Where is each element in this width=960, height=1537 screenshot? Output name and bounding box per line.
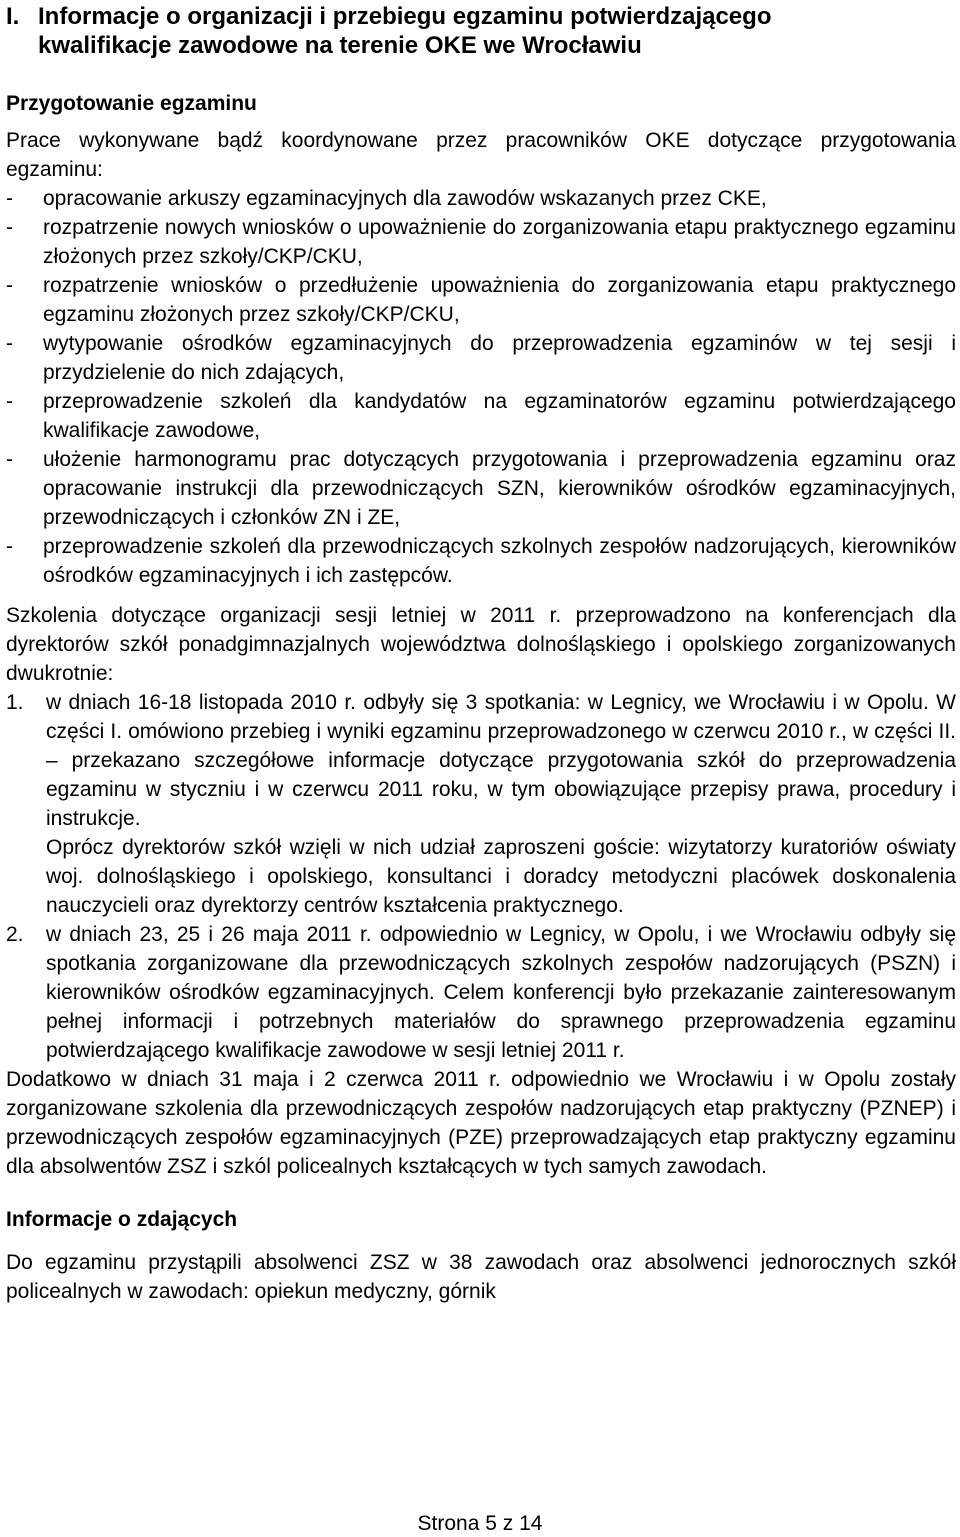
- list-item-paragraph: w dniach 16-18 listopada 2010 r. odbyły się 3 spotkania: w Legnicy, we Wrocławiu i w Opolu. W części I. omówiono przebieg i wyniki egzaminu przeprowadzonego w czerwcu 2010 r., w części II. – przekazano szczegółowe informacje dotyczące przygotowania szkół do przeprowadzenia egzaminu w styczniu i w czerwcu 2011 roku, w tym obowiązujące przepisy prawa, procedury i instrukcje.: [46, 691, 956, 830]
- list-dash: -: [6, 187, 13, 210]
- list-dash: -: [6, 448, 13, 471]
- page-footer: [0, 1511, 960, 1537]
- list-item-text: opracowanie arkuszy egzaminacyjnych dla zawodów wskazanych przez CKE,: [43, 187, 767, 210]
- list-number: 2.: [6, 923, 24, 946]
- list-item-paragraph: w dniach 23, 25 i 26 maja 2011 r. odpowiednio w Legnicy, w Opolu, i we Wrocławiu odbyły się spotkania zorganizowane dla przewodniczących szkolnych zespołów nadzorujących (PSZN) i kierowników ośrodków egzaminacyjnych. Celem konferencji było przekazanie zainteresowanym pełnej informacji i potrzebnych materiałów do sprawnego przeprowadzenia egzaminu potwierdzającego kwalifikacje zawodowe w sesji letniej 2011 r.: [46, 923, 956, 1062]
- chapter-title-line1: Informacje o organizacji i przebiegu egzaminu potwierdzającego: [38, 3, 772, 30]
- list-item-text: przeprowadzenie szkoleń dla kandydatów na egzaminatorów egzaminu potwierdzającego kwalifikacje zawodowe,: [43, 390, 956, 442]
- preparation-task-list: [6, 184, 956, 590]
- section-heading-candidates: Informacje o zdających: [6, 1208, 238, 1231]
- list-item: [6, 532, 956, 590]
- list-dash: -: [6, 390, 13, 413]
- list-dash: -: [6, 332, 13, 355]
- preparation-intro: Prace wykonywane bądź koordynowane przez pracowników OKE dotyczące przygotowania egzaminu:: [6, 129, 956, 181]
- chapter-title-line2: kwalifikacje zawodowe na terenie OKE we Wrocławiu: [38, 32, 642, 59]
- training-additional: Dodatkowo w dniach 31 maja i 2 czerwca 2011 r. odpowiednio we Wrocławiu i w Opolu zostały zorganizowane szkolenia dla przewodniczących zespołów nadzorujących etap praktyczny (PZNEP) i przewodniczących zespołów egzaminacyjnych (PZE) przeprowadzających etap praktyczny egzaminu dla absolwentów ZSZ i szkól policealnych kształcących w tych samych zawodach.: [6, 1068, 956, 1178]
- list-item: [6, 271, 956, 329]
- list-item: [6, 920, 956, 1065]
- list-item-text: ułożenie harmonogramu prac dotyczących przygotowania i przeprowadzenia egzaminu oraz opracowanie instrukcji dla przewodniczących SZN, kierowników ośrodków egzaminacyjnych, przewodniczących i członków ZN i ZE,: [43, 448, 956, 529]
- list-dash: -: [6, 274, 13, 297]
- list-item-text: rozpatrzenie wniosków o przedłużenie upoważnienia do zorganizowania etapu praktycznego egzaminu złożonych przez szkoły/CKP/CKU,: [43, 274, 956, 326]
- list-item: [6, 445, 956, 532]
- list-item-text: rozpatrzenie nowych wniosków o upoważnienie do zorganizowania etapu praktycznego egzaminu złożonych przez szkoły/CKP/CKU,: [43, 216, 956, 268]
- list-item-text: wytypowanie ośrodków egzaminacyjnych do przeprowadzenia egzaminów w tej sesji i przydzielenie do nich zdających,: [43, 332, 956, 384]
- list-item: [6, 184, 956, 213]
- training-intro: Szkolenia dotyczące organizacji sesji letniej w 2011 r. przeprowadzono na konferencjach dla dyrektorów szkół ponadgimnazjalnych województwa dolnośląskiego i opolskiego zorganizowanych dwukrotnie:: [6, 604, 956, 685]
- list-item-paragraph: Oprócz dyrektorów szkół wzięli w nich udział zaproszeni goście: wizytatorzy kuratoriów oświaty woj. dolnośląskiego i opolskiego, konsultanci i doradcy metodyczni placówek doskonalenia nauczycieli oraz dyrektorzy centrów kształcenia praktycznego.: [46, 836, 956, 917]
- training-meetings-list: [6, 688, 956, 1065]
- list-dash: -: [6, 216, 13, 239]
- list-item: [6, 387, 956, 445]
- list-item: [6, 213, 956, 271]
- section-heading-preparation: Przygotowanie egzaminu: [6, 92, 257, 115]
- list-dash: -: [6, 535, 13, 558]
- list-item: [6, 329, 956, 387]
- chapter-title: [6, 0, 956, 60]
- chapter-number: I.: [6, 3, 20, 30]
- list-number: 1.: [6, 691, 24, 714]
- candidates-text: Do egzaminu przystąpili absolwenci ZSZ w 38 zawodach oraz absolwenci jednorocznych szkół policealnych w zawodach: opiekun medyczny, górnik: [6, 1251, 956, 1303]
- list-item: [6, 688, 956, 920]
- list-item-text: przeprowadzenie szkoleń dla przewodniczących szkolnych zespołów nadzorujących, kierowników ośrodków egzaminacyjnych i ich zastępców.: [43, 535, 956, 587]
- page-number: Strona 5 z 14: [417, 1512, 543, 1535]
- document-page: [6, 0, 956, 1306]
